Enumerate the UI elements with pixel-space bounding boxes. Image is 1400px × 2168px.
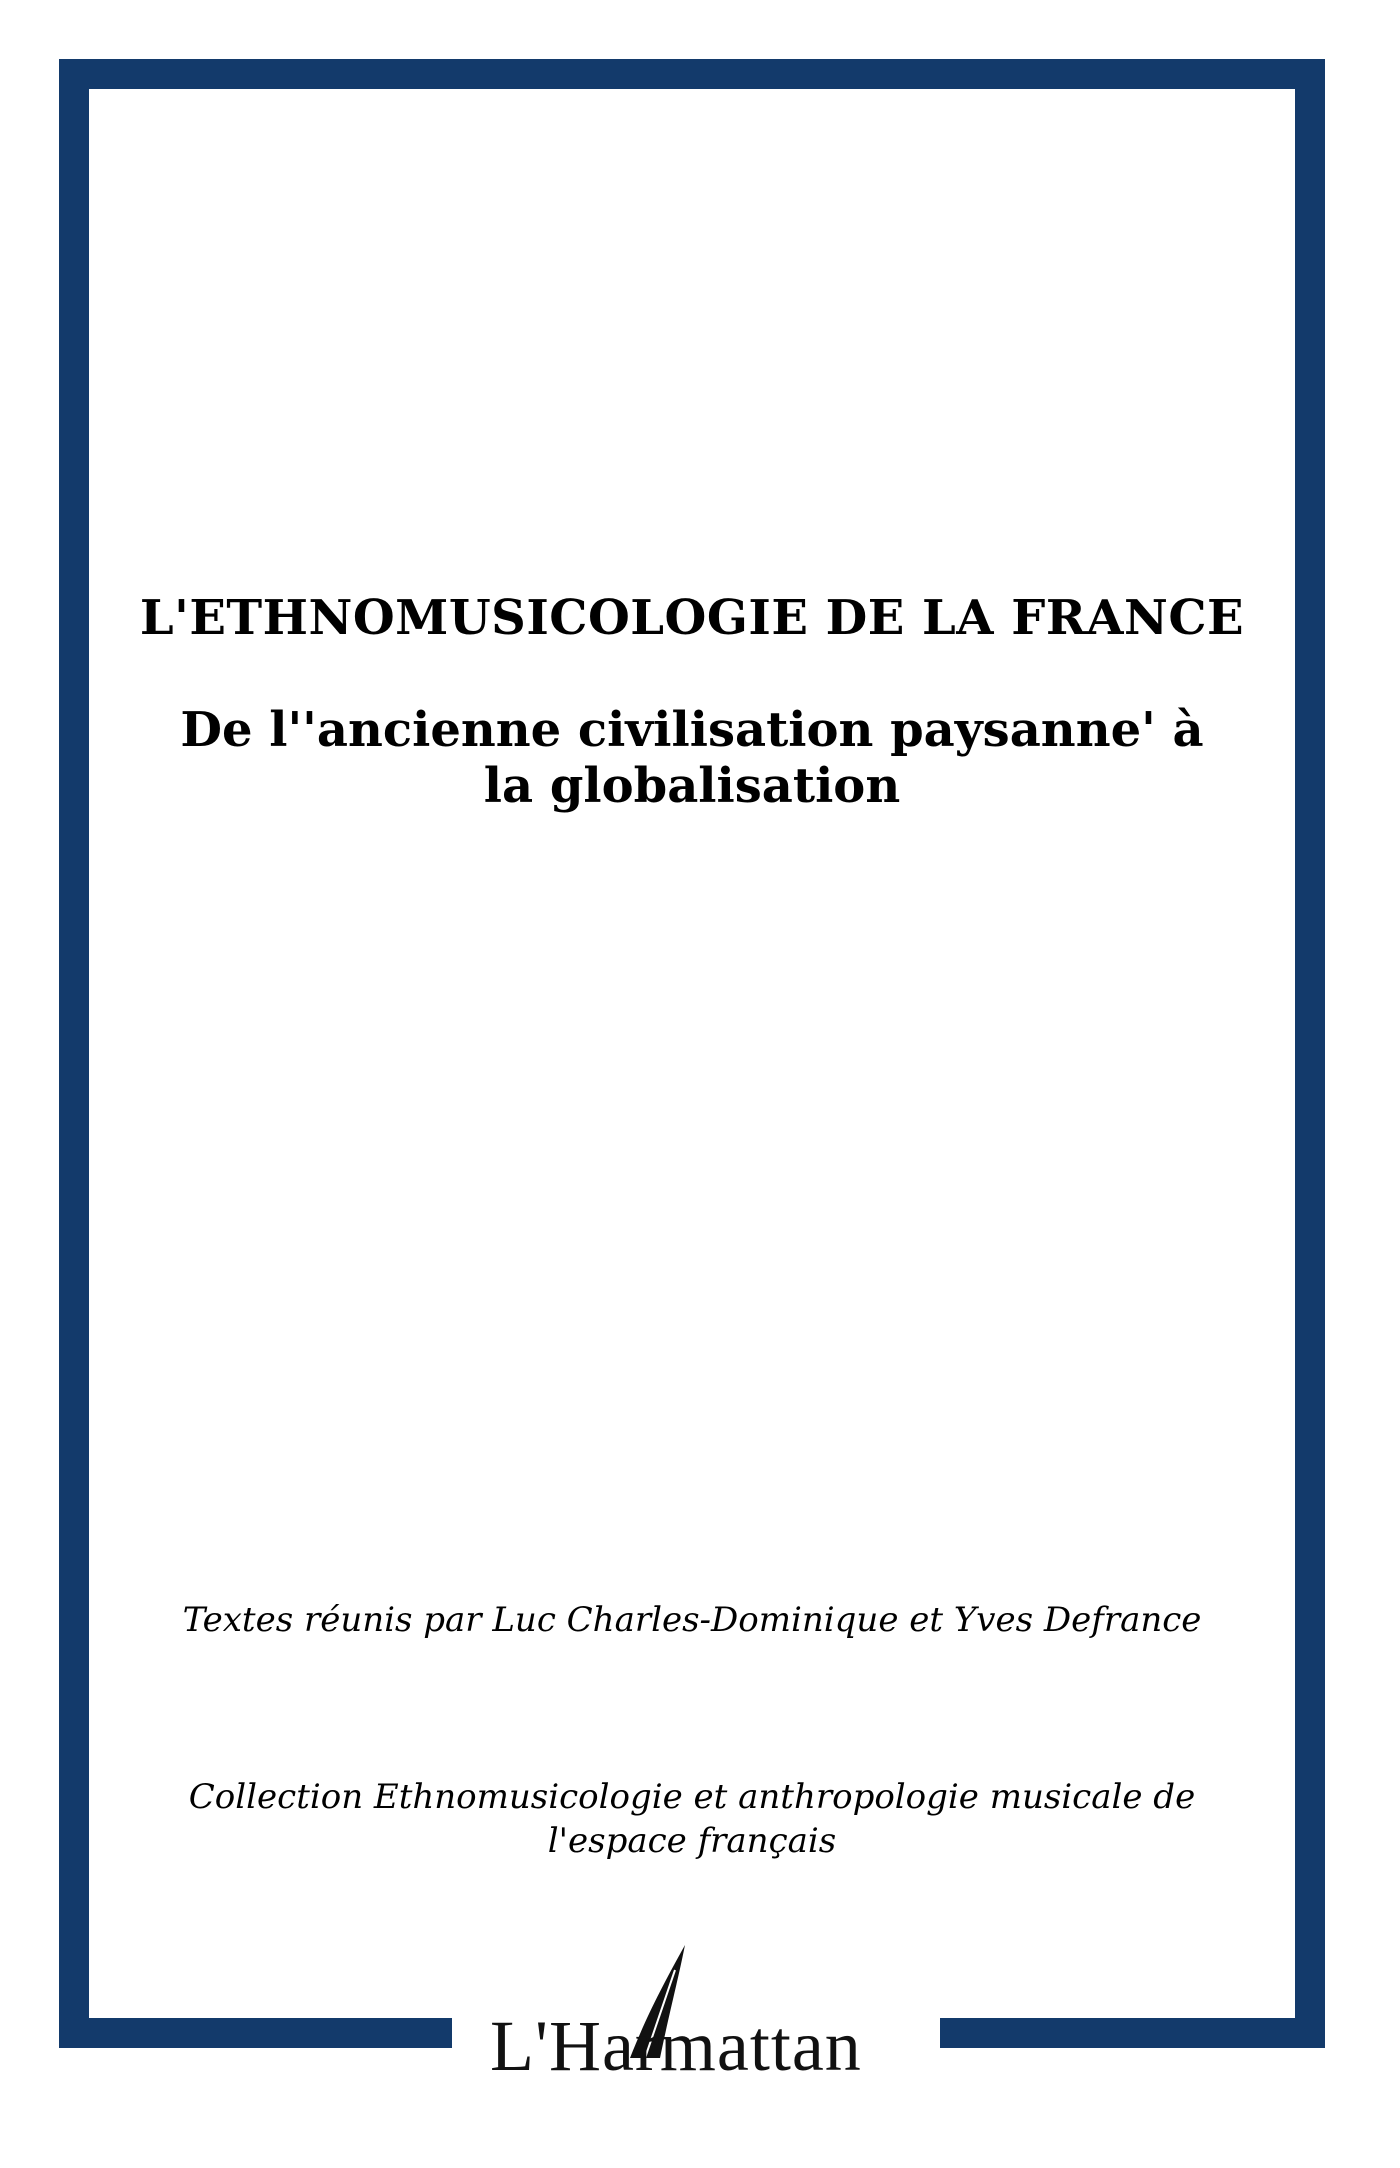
cover-frame-inner bbox=[89, 89, 1295, 2018]
publisher-name: L'Harmattan bbox=[490, 2006, 862, 2086]
editors-line: Textes réunis par Luc Charles-Dominique et Yves Defrance bbox=[182, 1600, 1202, 1640]
collection-name: Collection Ethnomusicologie et anthropologie musicale de l'espace français bbox=[188, 1777, 1196, 1861]
book-subtitle: De l''ancienne civilisation paysanne' à la globalisation bbox=[180, 702, 1204, 814]
book-title: L'ETHNOMUSICOLOGIE DE LA FRANCE bbox=[139, 590, 1245, 646]
